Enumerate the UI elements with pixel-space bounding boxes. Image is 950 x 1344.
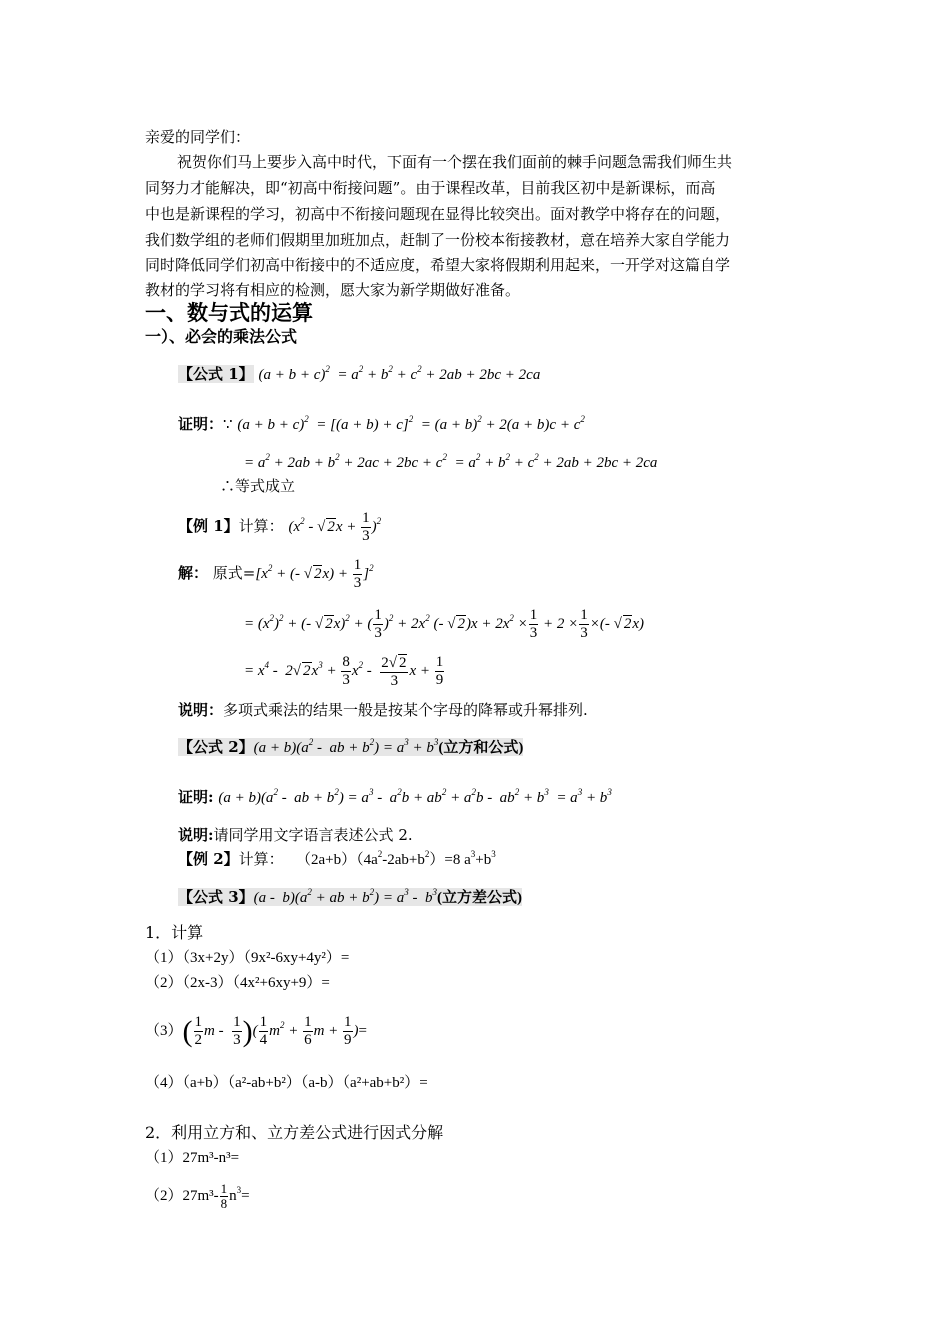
formula-1 xyxy=(178,364,540,385)
solution-label: 解： xyxy=(178,564,209,582)
note-1-text: 多项式乘法的结果一般是按某个字母的降幂或升幂排列. xyxy=(223,701,588,719)
example-2-label: 【例 2】 xyxy=(178,850,239,868)
formula-1-expression: $(a + b + c)^2 = a^2 + b^2 + c^2 + 2ab + 2bc + 2ca$ xyxy=(258,364,541,383)
solution-line-3: = $x^4 - 2√$ $2x^3$ + $\frac{8}{3}$ $x^2$ - $\frac{2√ 2}{3}$ x + $\frac{1}{9}$ xyxy=(244,654,444,689)
exercise-2-title: 2．利用立方和、立方差公式进行因式分解 xyxy=(145,1123,444,1142)
proof-2-label: 证明: xyxy=(178,788,214,806)
intro-line-5: 同时降低同学们初高中衔接中的不适应度，希望大家将假期利用起来，一开学对这篇自学 xyxy=(145,256,731,274)
example-1-label: 【例 1】 xyxy=(178,517,239,535)
exercise-1-4: （4）（a+b）（a²-ab+b²）（a-b）（a²+ab+b²）= xyxy=(145,1075,428,1091)
exercise-2-2-prefix: （2）27m³- xyxy=(145,1188,219,1204)
chapter-heading: 一、数与式的运算 xyxy=(145,300,313,325)
proof-1-conclusion: ∴等式成立 xyxy=(220,477,296,495)
formula-3-name: (立方差公式) xyxy=(437,890,523,906)
formula-2-label: 【公式 2】 xyxy=(178,738,254,756)
note-2-label: 说明: xyxy=(178,826,214,844)
formula-3: 【公式 3】$(a - b)(a^2$ + ab + $b^2) = a^3 - b^3$(立方差公式) xyxy=(178,887,523,906)
intro-line-2: 同努力才能解决，即“初高中衔接问题”。由于课程改革，目前我区初中是新课标，而高 xyxy=(145,179,716,197)
compute-label-2: 计算： xyxy=(238,850,284,868)
formula-2-name: (立方和公式) xyxy=(438,740,524,756)
note-2 xyxy=(178,825,413,845)
because-symbol: ∵ xyxy=(223,415,233,433)
formula-3-label: 【公式 3】 xyxy=(178,888,254,906)
exercise-1-1: （1）（3x+2y）（9x²-6xy+4y²）= xyxy=(145,950,350,966)
exercise-2-1: （1）27m³-n³= xyxy=(145,1150,240,1166)
exercise-1-title: 1．计算 xyxy=(145,923,204,942)
formula-2: 【公式 2】$(a + b)(a^2$ - ab + $b^2) = a^3 + b^3$(立方和公式) xyxy=(178,737,524,756)
intro-line-1: 祝贺你们马上要步入高中时代，下面有一个摆在我们面前的棘手问题急需我们师生共 xyxy=(177,153,733,171)
solution-line-1: 解： 原式$=[x^2$ + (- √ 2x) + $\frac{1}{3}$ ]$^2$ xyxy=(178,557,374,592)
intro-line-6: 教材的学习将有相应的检测，愿大家为新学期做好准备。 xyxy=(145,281,521,299)
note-label: 说明： xyxy=(178,701,224,719)
intro-line-4: 我们数学组的老师们假期里加班加点，赶制了一份校本衔接教材，意在培养大家自学能力 xyxy=(145,231,731,249)
exercise-1-2: （2）（2x-3）（4x²+6xy+9）= xyxy=(145,975,330,991)
formula-1-label: 【公式 1】 xyxy=(178,365,254,383)
compute-label: 计算： xyxy=(238,517,284,535)
proof-label: 证明： xyxy=(178,415,224,433)
greeting: 亲爱的同学们： xyxy=(145,128,251,146)
example-2: 【例 2】计算： $(2a+b)(4a^2-2ab+b^2)=8$ $a^3+b^3$ xyxy=(178,849,496,868)
exercise-1-3-prefix: （3） xyxy=(145,1023,183,1039)
exercise-2-2: （2）27m³- $\frac{1}{8}$ $n^3=$ xyxy=(145,1181,250,1212)
proof-1-line-1: 证明：∵ $(a + b + c)^2 = [(a + b) + c]^2 = (a + b)^2 + 2(a + b)c + c^2$ xyxy=(178,414,585,433)
proof-2: 证明: $(a + b)(a^2$ - ab + $b^2) = a^3 - a^2b + ab^2 + a^2b - ab^2 + b^3 = a^3 + b^3$ xyxy=(178,787,612,806)
note-1 xyxy=(178,700,588,720)
proof-1-line-2: = $a^2 + 2ab + b^2 + 2ac + 2bc + c^2 = a^2 + b^2 + c^2 + 2ab + 2bc + 2ca$ xyxy=(244,452,658,471)
note-2-text: 请同学用文字语言表述公式 2. xyxy=(213,826,413,844)
solution-line-2: = $(x^2)^2$ + (- √ 2x)$^2$ + ( $\frac{1}{3}$ )$^2 + 2x^2$ (- √ $2)x + 2x^2$ × $\frac{1}{3}$ + 2 × $\frac{1}{3}$ ×(- √ 2x) xyxy=(244,607,645,642)
exercise-1-3: （3）( $\frac{1}{2}$ m - $\frac{1}{3}$ )( $\frac{1}{4}$ $m^2$ + $\frac{1}{6}$ m + $\frac{1}{9}$ )= xyxy=(145,1014,367,1049)
original-label: 原式= xyxy=(212,564,256,582)
example-1: 【例 1】计算： ($x^2$ - √ 2x + $\frac{1}{3}$ )$^2$ xyxy=(178,510,382,545)
section-heading: 一）、必会的乘法公式 xyxy=(145,327,298,346)
intro-line-3: 中也是新课程的学习，初高中不衔接问题现在显得比较突出。面对教学中将存在的问题， xyxy=(145,205,731,223)
